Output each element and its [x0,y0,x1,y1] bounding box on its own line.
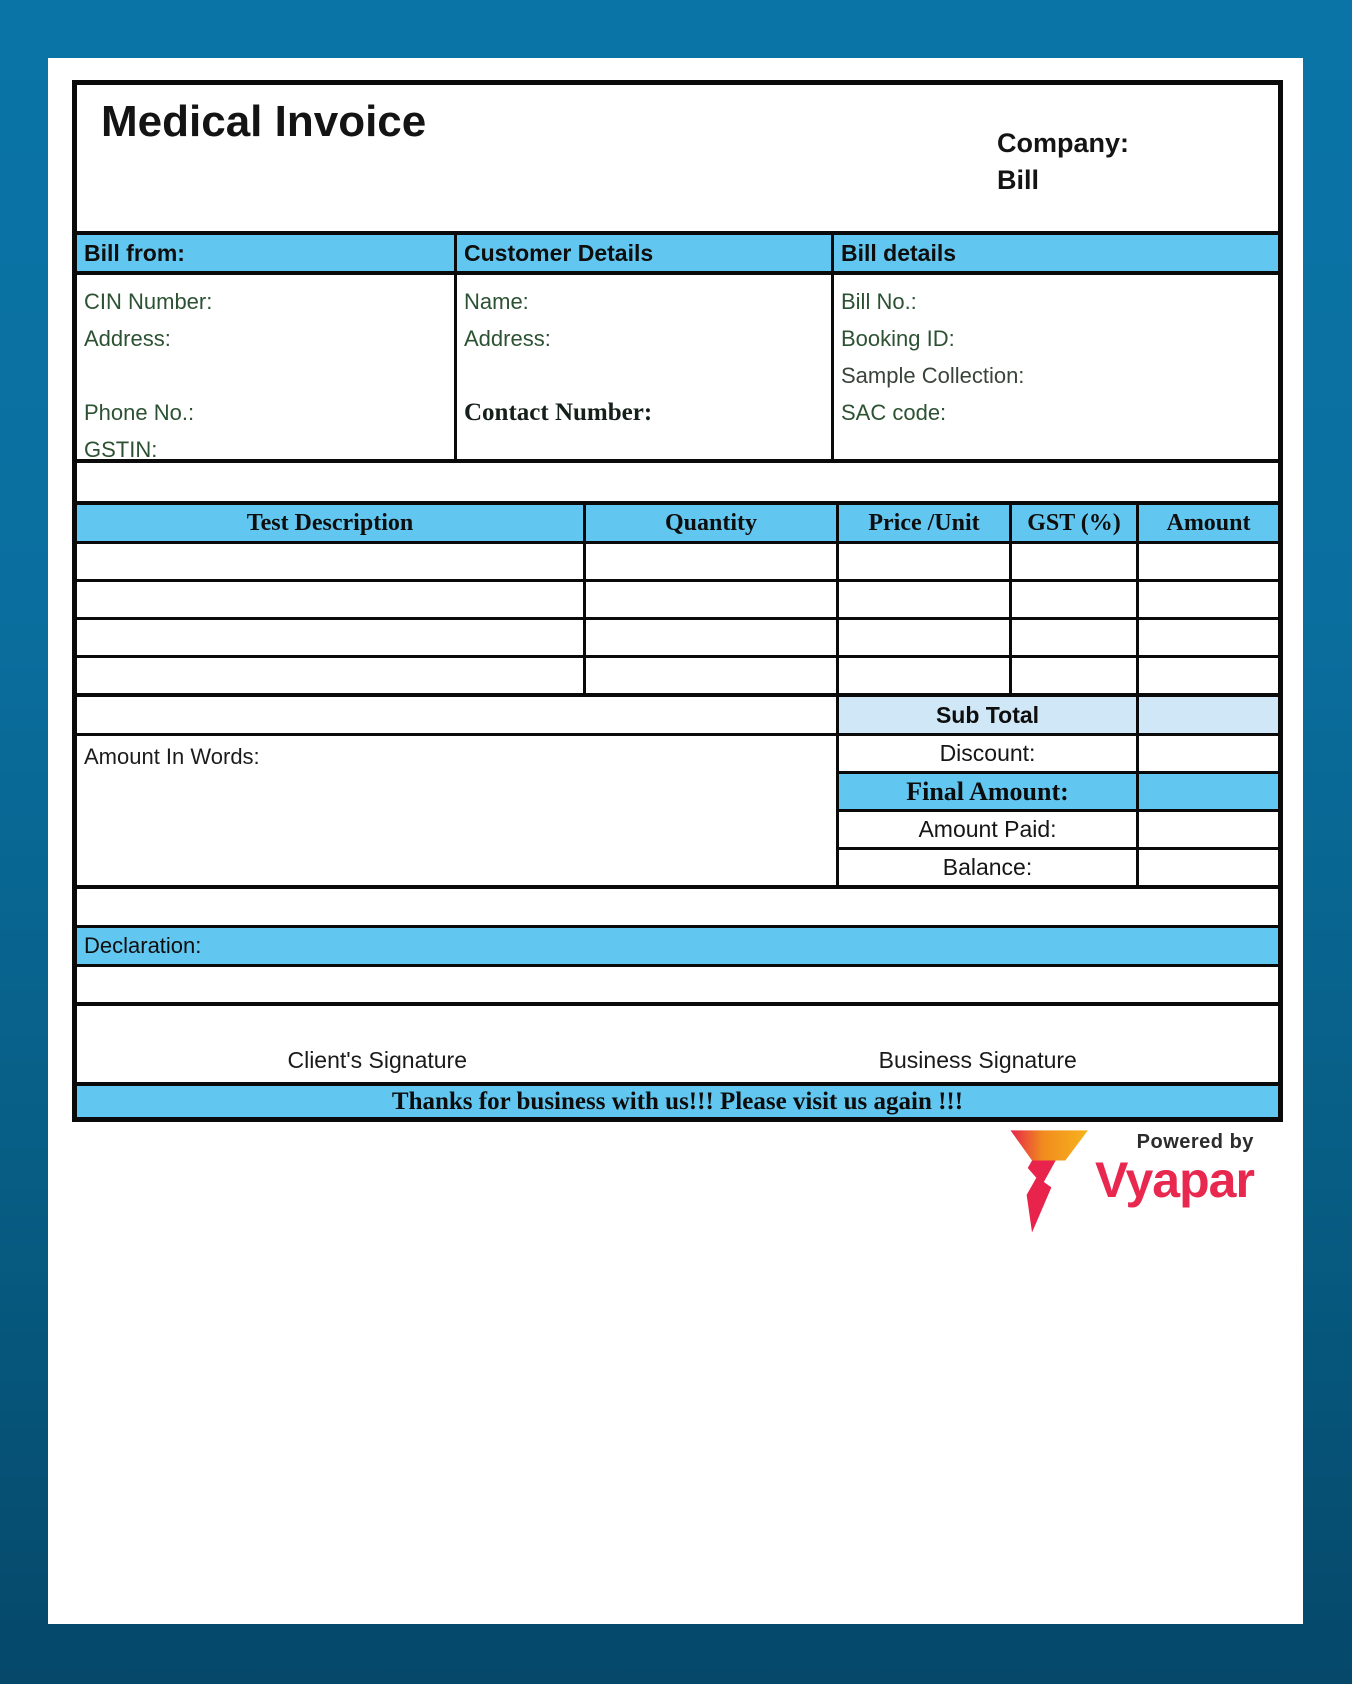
customer-name-label: Name: [464,289,529,314]
discount-value-cell [1136,736,1278,771]
subtotal-label: Sub Total [836,697,1136,733]
vyapar-logo-icon [1003,1127,1089,1237]
test-description-cell [77,658,583,693]
blank-band [77,459,1278,501]
final-amount-label: Final Amount: [836,774,1136,809]
footer-message-bar: Thanks for business with us!!! Please visit us again !!! [77,1082,1278,1117]
price-unit-cell [836,620,1009,655]
balance-label: Balance: [836,850,1136,885]
quantity-cell [583,544,836,579]
col-header-amount: Amount [1136,505,1278,541]
bill-from-address-label: Address: [84,326,171,351]
final-amount-row [836,771,1278,809]
discount-row [836,736,1278,771]
bill-from-header: Bill from: [77,235,454,271]
amount-cell [1136,620,1278,655]
table-row [77,655,1278,693]
col-header-gst: GST (%) [1009,505,1136,541]
subtotal-left-blank [77,697,836,733]
client-signature-label: Client's Signature [287,1047,468,1073]
subtotal-row [77,693,1278,733]
party-details [77,275,1278,462]
gst-cell [1009,544,1136,579]
gst-cell [1009,658,1136,693]
test-description-cell [77,582,583,617]
bill-details-section [831,275,1278,459]
booking-id-label: Booking ID: [841,326,955,351]
title-block [77,85,1278,231]
blank-line [84,357,448,394]
final-amount-value-cell [1136,774,1278,809]
amount-paid-label: Amount Paid: [836,812,1136,847]
powered-by-label: Powered by [1136,1131,1254,1153]
quantity-cell [583,658,836,693]
phone-no-label: Phone No.: [84,400,195,425]
business-signature-label: Business Signature [878,1047,1077,1073]
contact-number-label: Contact Number: [464,399,653,426]
bill-no-label: Bill No.: [841,289,917,314]
bill-details-header: Bill details [831,235,1278,271]
totals-section [77,733,1278,885]
col-header-quantity: Quantity [583,505,836,541]
balance-value-cell [1136,850,1278,885]
vyapar-wordmark [1095,1123,1254,1248]
quantity-cell [583,582,836,617]
discount-label: Discount: [836,736,1136,771]
declaration-content-band [77,964,1278,1002]
quantity-cell [583,620,836,655]
amount-cell [1136,544,1278,579]
amount-paid-row [836,809,1278,847]
col-header-price-unit: Price /Unit [836,505,1009,541]
totals-column [836,736,1278,885]
gst-cell [1009,620,1136,655]
gstin-label: GSTIN: [84,437,158,462]
signature-row [77,1002,1278,1082]
blank-band [77,885,1278,925]
sac-code-label: SAC code: [841,400,947,425]
vyapar-branding [1003,1123,1303,1248]
table-row [77,579,1278,617]
brand-name: Vyapar [1095,1152,1254,1208]
party-section-headers [77,231,1278,275]
test-description-cell [77,544,583,579]
table-row [77,541,1278,579]
price-unit-cell [836,582,1009,617]
company-value: Bill [997,165,1040,195]
amount-in-words-label: Amount In Words: [84,744,260,769]
company-block [997,125,1129,199]
page-title: Medical Invoice [101,97,427,146]
table-row [77,617,1278,655]
test-description-cell [77,620,583,655]
col-header-test-description: Test Description [77,505,583,541]
amount-cell [1136,658,1278,693]
customer-details-section [454,275,831,459]
items-table-header [77,501,1278,541]
price-unit-cell [836,544,1009,579]
amount-paid-value-cell [1136,812,1278,847]
gst-cell [1009,582,1136,617]
cin-number-label: CIN Number: [84,289,213,314]
declaration-bar: Declaration: [77,925,1278,964]
blank-line [464,357,825,394]
amount-cell [1136,582,1278,617]
customer-details-header: Customer Details [454,235,831,271]
bill-from-section [77,275,454,462]
company-label: Company: [997,128,1130,158]
price-unit-cell [836,658,1009,693]
sample-collection-label: Sample Collection: [841,363,1025,388]
customer-address-label: Address: [464,326,551,351]
invoice-page [48,58,1303,1624]
balance-row [836,847,1278,885]
subtotal-value-cell [1136,697,1278,733]
invoice-table [72,80,1283,1122]
